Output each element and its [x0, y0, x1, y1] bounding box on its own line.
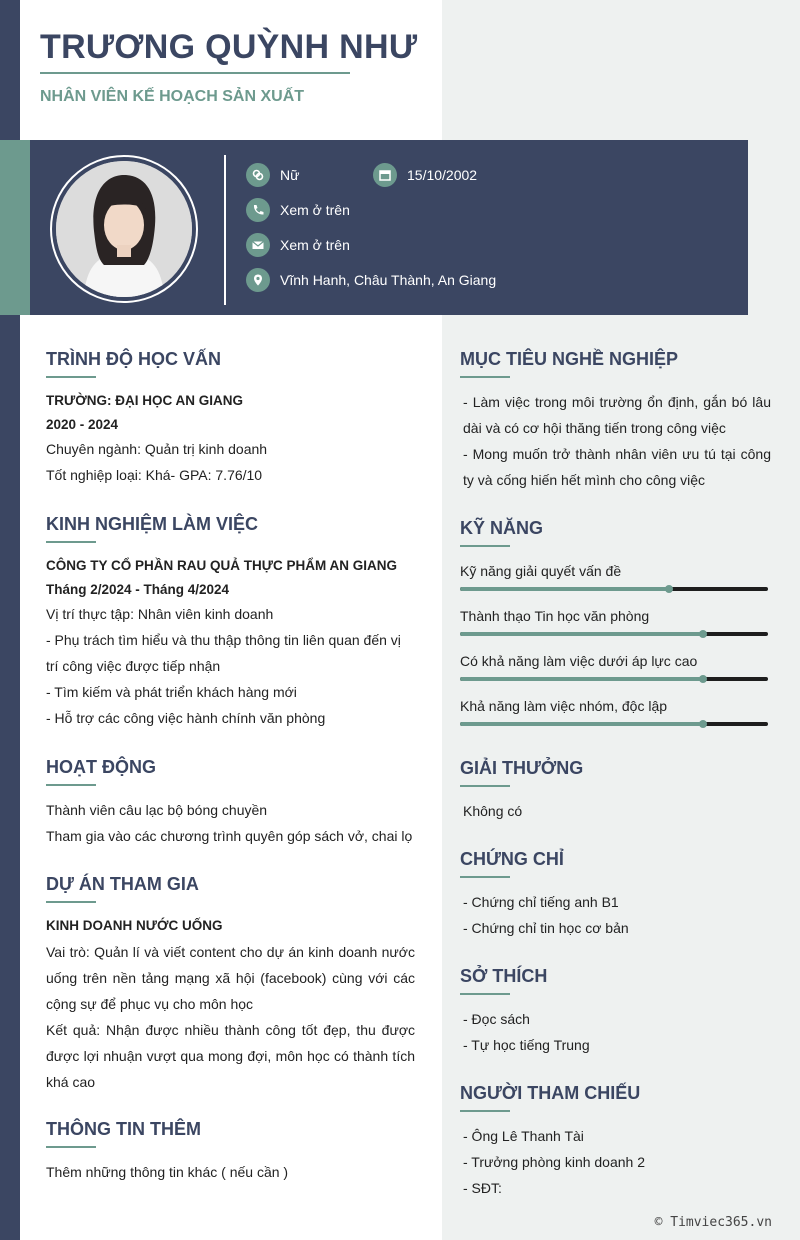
activity-item: Thành viên câu lạc bộ bóng chuyền [46, 802, 268, 818]
avatar-photo [56, 161, 192, 297]
band-divider [224, 155, 226, 305]
objective-title: MỤC TIÊU NGHỀ NGHIỆP [460, 349, 679, 369]
experience-line: - Hỗ trợ các công việc hành chính văn phòng [46, 710, 326, 726]
reference-item: - SĐT: [463, 1180, 502, 1196]
skill-bar [460, 677, 768, 681]
phone-value: Xem ở trên [280, 202, 350, 218]
skill-bar [460, 587, 768, 591]
references-content [463, 1123, 771, 1201]
skill-label: Có khả năng làm việc dưới áp lực cao [460, 653, 698, 669]
skill-bar-fill [460, 677, 703, 681]
education-grade: Tốt nghiệp loại: Khá- GPA: 7.76/10 [46, 467, 263, 483]
certificate-item: - Chứng chỉ tiếng anh B1 [463, 894, 619, 910]
education-underline [46, 376, 96, 378]
activities-underline [46, 784, 96, 786]
education-major: Chuyên ngành: Quản trị kinh doanh [46, 441, 268, 457]
hobbies-content [463, 1006, 771, 1058]
birthdate-value: 15/10/2002 [407, 167, 478, 183]
phone-row [246, 198, 350, 222]
objective-item: - Làm việc trong môi trường ổn định, gắn bó lâu dài và có cơ hội thăng tiến trong công việc [463, 394, 771, 436]
certificates-underline [460, 876, 510, 878]
awards-content [463, 798, 771, 824]
gender-row [246, 163, 299, 187]
skills-title: KỸ NĂNG [460, 518, 544, 538]
references-underline [460, 1110, 510, 1112]
skill-bar-fill [460, 722, 703, 726]
email-row [246, 233, 350, 257]
experience-line: - Tìm kiếm và phát triển khách hàng mới [46, 684, 297, 700]
skills-underline [460, 545, 510, 547]
certificate-item: - Chứng chỉ tin học cơ bản [463, 920, 629, 936]
experience-line: Vị trí thực tập: Nhân viên kinh doanh [46, 606, 274, 622]
skill-label: Khả năng làm việc nhóm, độc lập [460, 698, 668, 714]
certificates-content [463, 889, 771, 941]
education-school: TRƯỜNG: ĐẠI HỌC AN GIANG [46, 393, 243, 408]
email-value: Xem ở trên [280, 237, 350, 253]
hobbies-title: SỞ THÍCH [460, 966, 548, 986]
objective-underline [460, 376, 510, 378]
experience-line: - Phụ trách tìm hiểu và thu thập thông tin liên quan đến vị trí công việc được tiếp nhận [46, 632, 401, 674]
skill-label: Thành thạo Tin học văn phòng [460, 608, 650, 624]
calendar-icon [373, 163, 397, 187]
projects-title: DỰ ÁN THAM GIA [46, 874, 199, 894]
candidate-name: TRƯƠNG QUỲNH NHƯ [40, 28, 418, 66]
gender-value: Nữ [280, 167, 300, 183]
experience-period: Tháng 2/2024 - Tháng 4/2024 [46, 582, 230, 597]
extra-title: THÔNG TIN THÊM [46, 1119, 201, 1139]
phone-icon [246, 198, 270, 222]
skill-label: Kỹ năng giải quyết vấn đề [460, 563, 622, 579]
awards-text: Không có [463, 803, 523, 819]
skill-bar [460, 722, 768, 726]
references-title: NGƯỜI THAM CHIẾU [460, 1083, 641, 1103]
skill-bar [460, 632, 768, 636]
certificates-title: CHỨNG CHỈ [460, 849, 564, 869]
projects-content [46, 913, 415, 1095]
hobby-item: - Tự học tiếng Trung [463, 1037, 590, 1053]
job-title: NHÂN VIÊN KẾ HOẠCH SẢN XUẤT [40, 88, 305, 105]
activity-item: Tham gia vào các chương trình quyên góp sách vở, chai lọ [46, 828, 413, 844]
project-result: Kết quả: Nhận được nhiều thành công tốt đẹp, thu được được lợi nhuận vượt qua mong đợi, môn học có thành tích khá cao [46, 1022, 415, 1090]
experience-company: CÔNG TY CỔ PHẦN RAU QUẢ THỰC PHẨM AN GIANG [46, 558, 397, 573]
hobby-item: - Đọc sách [463, 1011, 530, 1027]
skill-bar-fill [460, 632, 703, 636]
extra-content [46, 1159, 416, 1185]
activities-title: HOẠT ĐỘNG [46, 757, 156, 777]
experience-underline [46, 541, 96, 543]
education-years: 2020 - 2024 [46, 417, 119, 432]
name-underline [40, 72, 350, 74]
projects-underline [46, 901, 96, 903]
extra-text: Thêm những thông tin khác ( nếu cần ) [46, 1164, 289, 1180]
activities-content [46, 797, 416, 849]
avatar [56, 161, 192, 297]
experience-content [46, 553, 416, 731]
awards-underline [460, 785, 510, 787]
hobbies-underline [460, 993, 510, 995]
experience-title: KINH NGHIỆM LÀM VIỆC [46, 514, 259, 534]
project-name: KINH DOANH NƯỚC UỐNG [46, 918, 223, 933]
gender-icon [246, 163, 270, 187]
reference-item: - Trưởng phòng kinh doanh 2 [463, 1154, 646, 1170]
copyright-text[interactable]: © Timviec365.vn [654, 1215, 772, 1230]
objective-item: - Mong muốn trở thành nhân viên ưu tú tại công ty và cống hiến hết mình cho công việc [463, 446, 771, 488]
education-content [46, 388, 416, 488]
objective-content [463, 389, 771, 493]
birthdate-row [373, 163, 477, 187]
reference-item: - Ông Lê Thanh Tài [463, 1128, 584, 1144]
skill-bar-fill [460, 587, 669, 591]
location-pin-icon [246, 268, 270, 292]
extra-underline [46, 1146, 96, 1148]
education-title: TRÌNH ĐỘ HỌC VẤN [46, 349, 221, 369]
teal-accent-tab [0, 140, 30, 315]
address-value: Vĩnh Hanh, Châu Thành, An Giang [280, 272, 497, 288]
awards-title: GIẢI THƯỞNG [460, 758, 584, 778]
envelope-icon [246, 233, 270, 257]
address-row [246, 268, 496, 292]
project-role: Vai trò: Quản lí và viết content cho dự án kinh doanh nước uống trên nền tảng mạng xã hội (facebook) cùng với các cộng sự để phục vụ cho môn học [46, 944, 415, 1012]
